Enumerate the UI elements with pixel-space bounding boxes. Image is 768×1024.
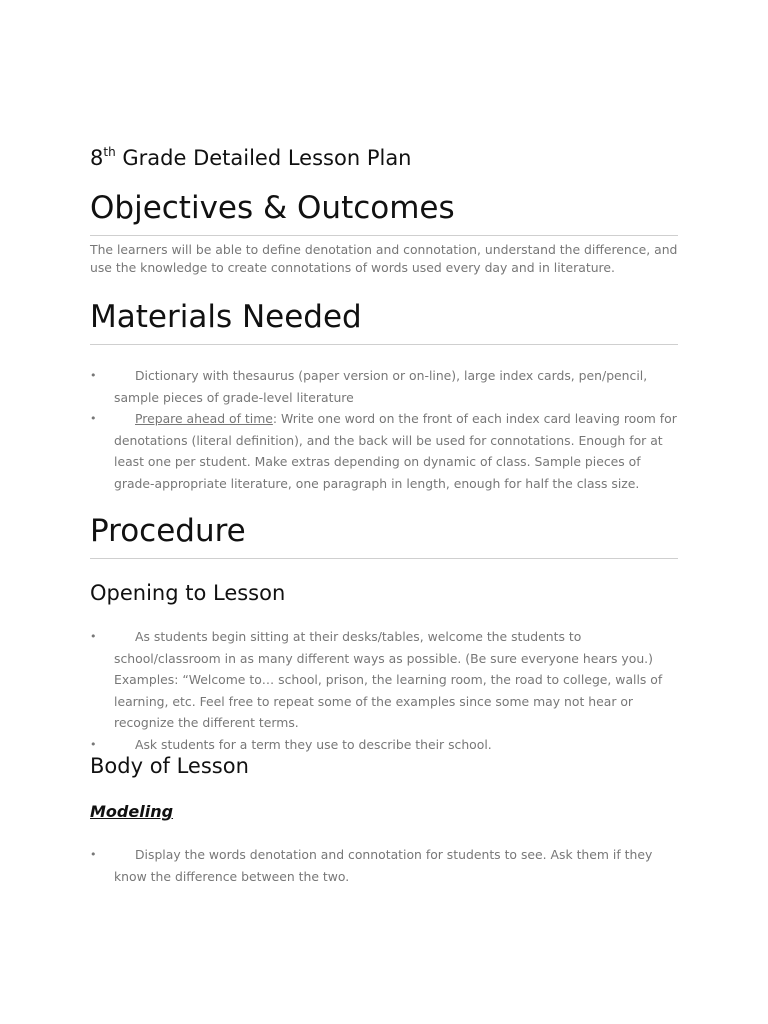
list-item-lead: Prepare ahead of time <box>135 411 273 426</box>
objectives-body: The learners will be able to define denotation and connotation, understand the difference, and use the knowledge to create connotations of words used every day and in literature. <box>90 242 678 275</box>
procedure-heading: Procedure <box>90 513 246 549</box>
list-item <box>90 626 678 734</box>
list-item-text: : Write one word on the front of each index card leaving room for denotations (literal definition), and the back will be used for connotations. Enough for at least one per student. Make extras depending on dynamic of class. Sample pieces of grade-appropriate literature, one paragraph in length, enough for half the class size. <box>114 411 677 491</box>
document-title-text: Grade Detailed Lesson Plan <box>115 146 412 170</box>
bullet-icon: • <box>90 848 97 861</box>
materials-list <box>90 365 678 494</box>
document-title <box>90 142 412 174</box>
list-item-text: As students begin sitting at their desks/tables, welcome the students to school/classroom in as many different ways as possible. (Be sure everyone hears you.) Examples: “Welcome to… school, prison, the learning room, the road to college, walls of learning, etc. Feel free to repeat some of the examples since some may not hear or recognize the different terms. <box>114 629 663 730</box>
list-item <box>90 408 678 494</box>
materials-heading: Materials Needed <box>90 299 362 335</box>
list-item-text: Display the words denotation and connotation for students to see. Ask them if they know the difference between the two. <box>114 847 653 884</box>
section-divider <box>90 558 678 559</box>
section-divider <box>90 235 678 236</box>
opening-heading: Opening to Lesson <box>90 581 286 605</box>
grade-number: 8 <box>90 146 104 170</box>
bullet-icon: • <box>90 412 97 425</box>
body-of-lesson-heading: Body of Lesson <box>90 754 249 778</box>
section-divider <box>90 344 678 345</box>
list-item <box>90 365 678 408</box>
opening-list <box>90 626 678 755</box>
list-item <box>90 844 678 887</box>
bullet-icon: • <box>90 369 97 382</box>
modeling-heading: Modeling <box>90 802 174 821</box>
bullet-icon: • <box>90 737 97 751</box>
list-item-text: Dictionary with thesaurus (paper version or on-line), large index cards, pen/pencil, sample pieces of grade-level literature <box>114 368 648 405</box>
objectives-heading: Objectives & Outcomes <box>90 190 455 226</box>
grade-superscript: th <box>103 145 116 159</box>
modeling-list <box>90 844 678 887</box>
list-item-text: Ask students for a term they use to describe their school. <box>135 736 492 752</box>
bullet-icon: • <box>90 630 97 643</box>
